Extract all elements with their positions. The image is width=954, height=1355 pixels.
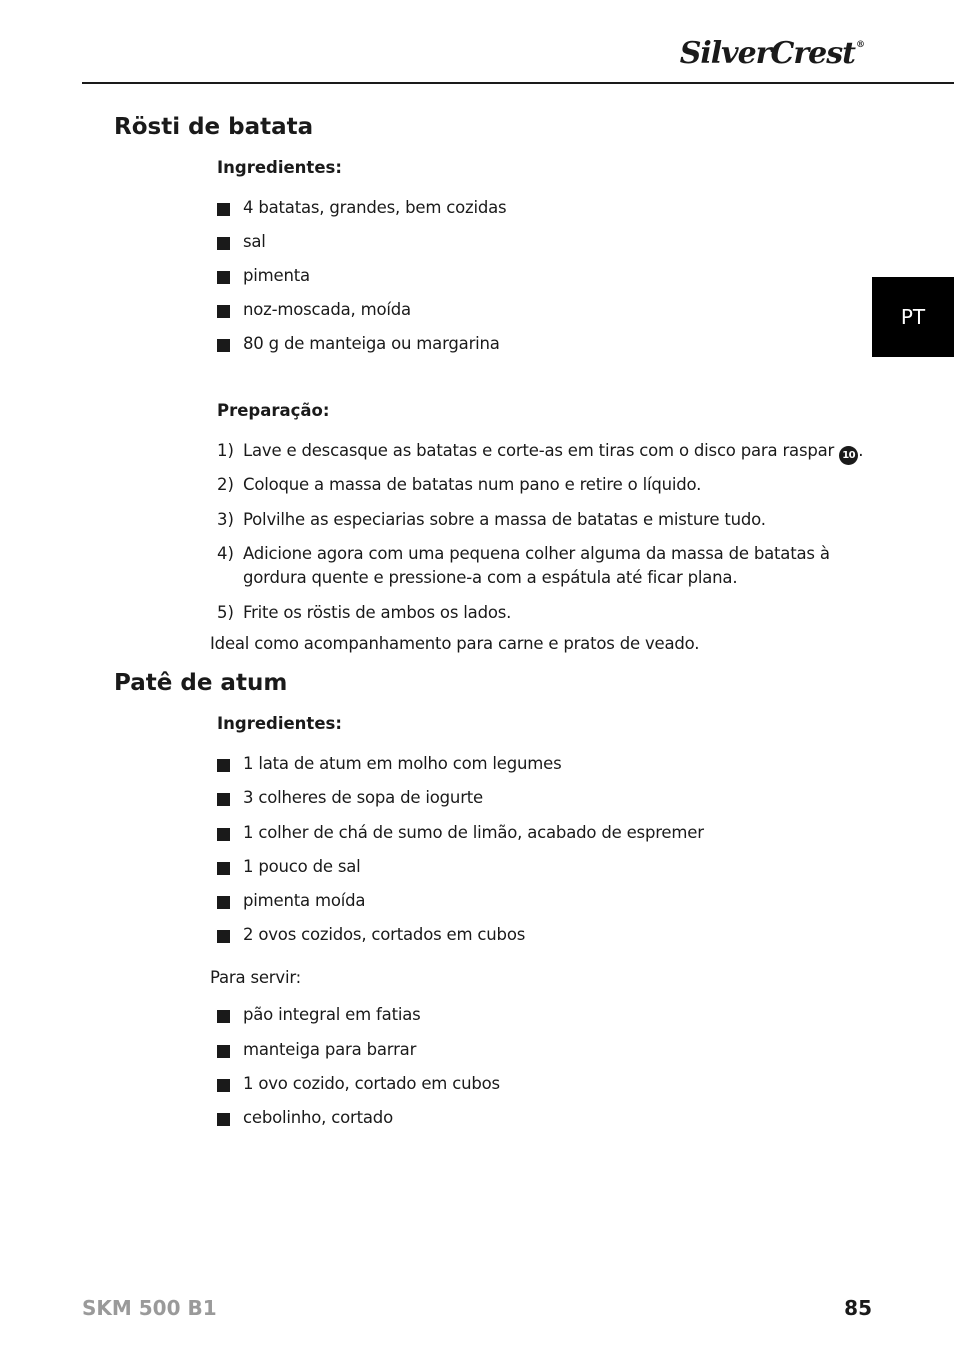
bullet: [217, 1045, 230, 1058]
bullet: [217, 203, 230, 216]
list-item: pimenta: [243, 266, 310, 285]
silvercrest-logo: SilverCrest®: [679, 36, 864, 71]
bullet: [217, 828, 230, 841]
step-text: Frite os röstis de ambos os lados.: [243, 603, 512, 622]
reference-number-icon: 10: [839, 446, 858, 465]
step-text-continued: gordura quente e pressione-a com a espátula até ficar plana.: [243, 568, 738, 587]
list-item: 1 pouco de sal: [243, 857, 361, 876]
step-text: Coloque a massa de batatas num pano e retire o líquido.: [243, 475, 702, 494]
rosti-note: Ideal como acompanhamento para carne e pratos de veado.: [210, 634, 700, 653]
page-number: 85: [844, 1296, 872, 1320]
language-tab: PT: [872, 277, 954, 357]
step-text: Lave e descasque as batatas e corte-as em tiras com o disco para raspar 10 .: [243, 441, 863, 465]
bullet: [217, 339, 230, 352]
pate-ingredients-label: Ingredientes:: [217, 714, 342, 733]
step-text: Polvilhe as especiarias sobre a massa de batatas e misture tudo.: [243, 510, 766, 529]
list-item: 3 colheres de sopa de iogurte: [243, 788, 483, 807]
bullet: [217, 759, 230, 772]
pate-serve-label: Para servir:: [210, 968, 301, 987]
step-text: Adicione agora com uma pequena colher alguma da massa de batatas à: [243, 544, 830, 563]
list-item: noz-moscada, moída: [243, 300, 411, 319]
step-number: 5): [217, 603, 234, 622]
bullet: [217, 305, 230, 318]
step-number: 3): [217, 510, 234, 529]
rosti-title: Rösti de batata: [114, 114, 314, 140]
step-number: 2): [217, 475, 234, 494]
footer-model: SKM 500 B1: [82, 1296, 217, 1320]
bullet: [217, 1113, 230, 1126]
list-item: pimenta moída: [243, 891, 366, 910]
list-item: pão integral em fatias: [243, 1005, 421, 1024]
pate-title: Patê de atum: [114, 670, 288, 696]
list-item: manteiga para barrar: [243, 1040, 417, 1059]
bullet: [217, 793, 230, 806]
bullet: [217, 896, 230, 909]
bullet: [217, 271, 230, 284]
list-item: 4 batatas, grandes, bem cozidas: [243, 198, 507, 217]
bullet: [217, 1010, 230, 1023]
bullet: [217, 237, 230, 250]
bullet: [217, 862, 230, 875]
step-number: 4): [217, 544, 234, 563]
list-item: 80 g de manteiga ou margarina: [243, 334, 500, 353]
step-number: 1): [217, 441, 234, 460]
list-item: cebolinho, cortado: [243, 1108, 393, 1127]
rosti-prep-label: Preparação:: [217, 401, 330, 420]
list-item: sal: [243, 232, 266, 251]
bullet: [217, 930, 230, 943]
list-item: 2 ovos cozidos, cortados em cubos: [243, 925, 526, 944]
list-item: 1 ovo cozido, cortado em cubos: [243, 1074, 500, 1093]
header-rule: [82, 82, 954, 84]
bullet: [217, 1079, 230, 1092]
rosti-ingredients-label: Ingredientes:: [217, 158, 342, 177]
list-item: 1 colher de chá de sumo de limão, acabado de espremer: [243, 823, 704, 842]
list-item: 1 lata de atum em molho com legumes: [243, 754, 562, 773]
